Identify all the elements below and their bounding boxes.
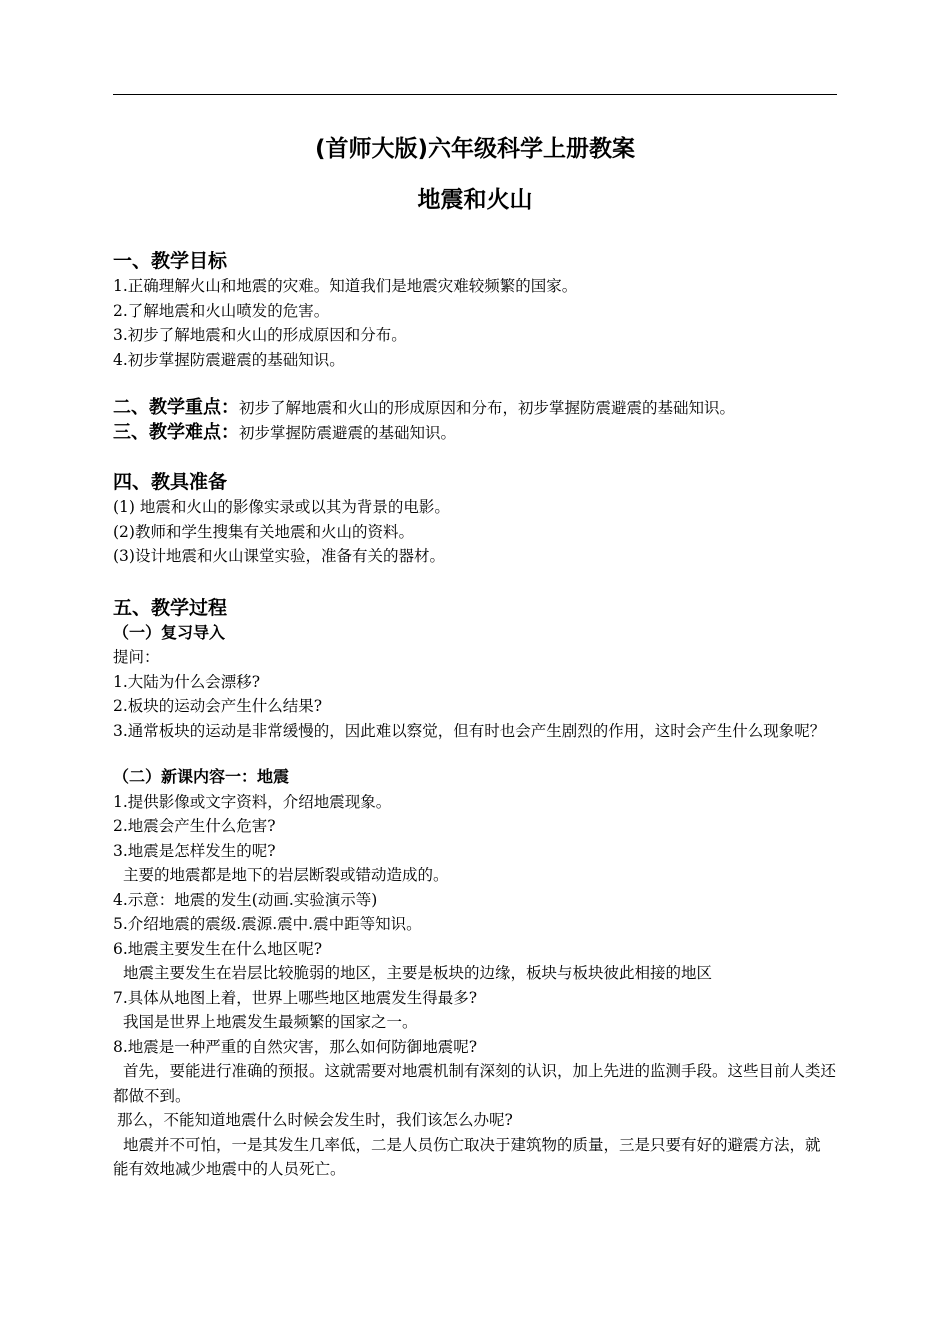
lesson-line: 6.地震主要发生在什么地区呢?: [113, 939, 323, 958]
section-heading-objectives: 一、教学目标: [113, 250, 228, 272]
header-rule: [113, 94, 837, 95]
lesson-line: 3.地震是怎样发生的呢?: [113, 841, 276, 860]
document-title: (首师大版)六年级科学上册教案: [314, 136, 636, 162]
material-item: (1) 地震和火山的影像实录或以其为背景的电影。: [113, 498, 450, 516]
lesson-line: 地震主要发生在岩层比较脆弱的地区，主要是板块的边缘，板块与板块彼此相接的地区: [123, 964, 713, 982]
key-points-label: 二、教学重点：: [113, 397, 239, 418]
key-points-line: [113, 396, 843, 421]
material-item: (3)设计地震和火山课堂实验，准备有关的器材。: [113, 547, 445, 565]
material-item: (2)教师和学生搜集有关地震和火山的资料。: [113, 522, 414, 541]
review-line: 1.大陆为什么会漂移?: [113, 672, 261, 691]
lesson-line: 2.地震会产生什么危害?: [113, 817, 276, 835]
review-line: 提问：: [113, 648, 160, 666]
lesson-line: 主要的地震都是地下的岩层断裂或错动造成的。: [123, 866, 449, 884]
objective-item: 4.初步掌握防震避震的基础知识。: [113, 350, 345, 369]
document-body: [113, 248, 843, 1182]
lesson-line: 首先，要能进行准确的预报。这就需要对地震机制有深刻的认识，加上先进的监测手段。这些目前人类还都做不到。: [113, 1062, 837, 1105]
lesson-line: 4.示意：地震的发生(动画.实验演示等): [113, 890, 378, 909]
subsection-heading-earthquake: （二）新课内容一：地震: [113, 767, 290, 786]
key-points-text: 初步了解地震和火山的形成原因和分布，初步掌握防震避震的基础知识。: [239, 399, 736, 417]
review-line: 3.通常板块的运动是非常缓慢的，因此难以察觉，但有时也会产生剧烈的作用，这时会产生什么现象呢？: [113, 721, 826, 740]
section-heading-materials: 四、教具准备: [113, 471, 228, 493]
lesson-line: 地震并不可怕，一是其发生几率低，二是人员伤亡取决于建筑物的质量，三是只要有好的避震方法，就能有效地减少地震中的人员死亡。: [113, 1135, 821, 1178]
lesson-line: 7.具体从地图上着，世界上哪些地区地震发生得最多?: [113, 988, 478, 1007]
lesson-title: 地震和火山: [417, 187, 533, 213]
objective-item: 2.了解地震和火山喷发的危害。: [113, 301, 330, 320]
subsection-heading-review: （一）复习导入: [113, 622, 226, 642]
section-heading-process: 五、教学过程: [113, 596, 228, 619]
review-line: 2.板块的运动会产生什么结果?: [113, 697, 323, 715]
difficulty-label: 三、教学难点：: [113, 421, 239, 443]
objective-item: 1.正确理解火山和地震的灾难。知道我们是地震灾难较频繁的国家。: [113, 277, 578, 295]
difficulty-line: [113, 421, 843, 446]
lesson-line: 我国是世界上地震发生最频繁的国家之一。: [123, 1013, 418, 1031]
lesson-line: 那么，不能知道地震什么时候会发生时，我们该怎么办呢?: [117, 1111, 513, 1129]
lesson-line: 1.提供影像或文字资料，介绍地震现象。: [113, 792, 392, 811]
lesson-line: 8.地震是一种严重的自然灾害，那么如何防御地震呢?: [113, 1037, 478, 1056]
difficulty-text: 初步掌握防震避震的基础知识。: [239, 423, 457, 442]
lesson-line: 5.介绍地震的震级.震源.震中.震中距等知识。: [113, 915, 422, 933]
objective-item: 3.初步了解地震和火山的形成原因和分布。: [113, 326, 407, 344]
